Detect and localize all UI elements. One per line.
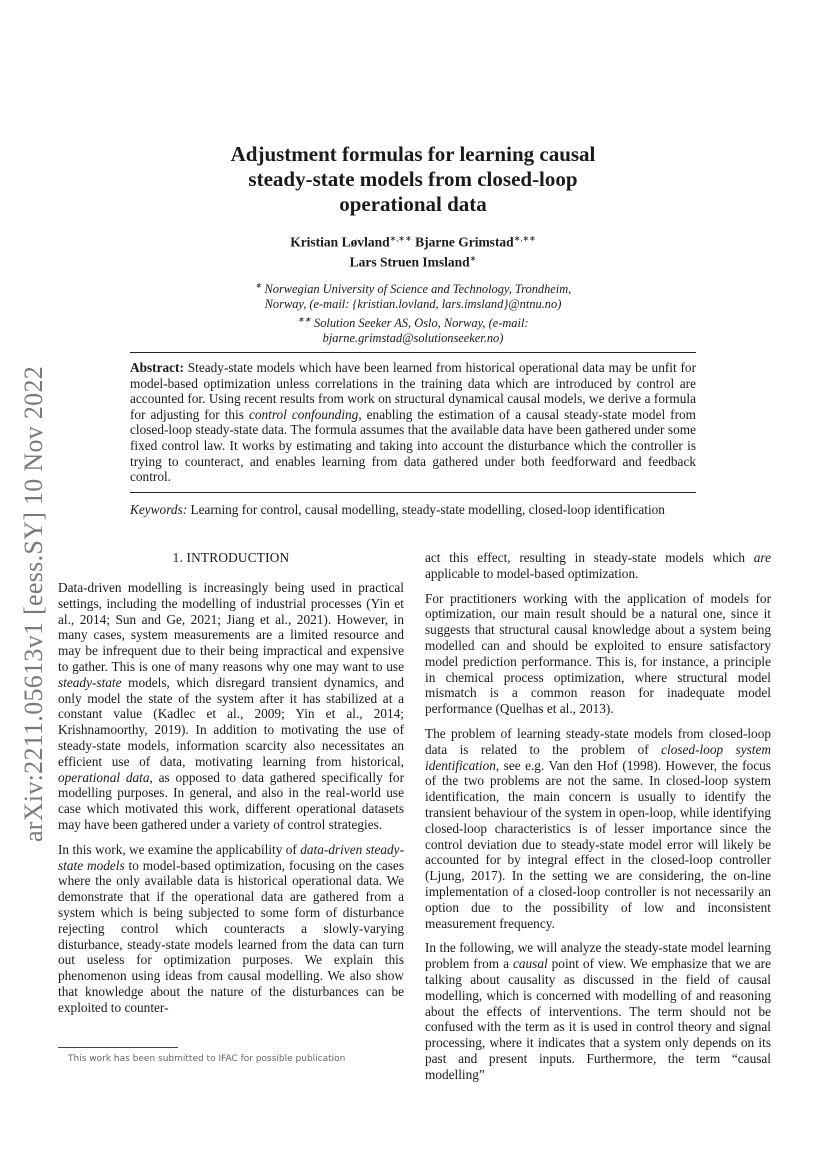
left-column [58, 550, 404, 1025]
affiliation-line: bjarne.grimstad@solutionseeker.no) [322, 331, 504, 346]
paragraph: In the following, we will analyze the steady-state model learning problem from a causal point of view. We emphasize that we are talking about causality as discussed in the field of causal modelling, which is concerned with modelling of and reasoning about the effects of interventions. The term should not be confused with the term as it is used in control theory and signal processing, where it indicates that a system only depends on its past and present inputs. Furthermore, the term “causal modelling” [425, 940, 771, 1082]
abstract-top-rule [130, 352, 696, 353]
author-affil-mark: ∗ [469, 253, 477, 263]
footnote-rule [58, 1047, 178, 1048]
emphasis: steady-state [58, 674, 122, 690]
author-name: Kristian Løvland [290, 234, 390, 250]
paragraph: For practitioners working with the application of models for optimization, our main result should be a natural one, since it suggests that structural causal knowledge about a system being modelled can and should be exploited to ensure satisfactory model prediction performance. This is, for instance, a principle in chemical process optimization, where structural model mismatch is a common reason for inadequate model performance (Quelhas et al., 2013). [425, 590, 771, 717]
paper-title [140, 142, 686, 217]
title-line: steady-state models from closed-loop [248, 167, 578, 191]
title-line: operational data [339, 192, 487, 216]
emphasis: are [753, 550, 771, 565]
title-line: Adjustment formulas for learning causal [230, 142, 596, 166]
paragraph: Data-driven modelling is increasingly being used in practical settings, including the modelling of industrial processes (Yin et al., 2014; Sun and Ge, 2021; Jiang et al., 2021). However, in many cases, system measurements are a limited resource and may be infrequent due to their being impractical and expensive to gather. This is one of many reasons why one may want to use steady-state models, which disregard transient dynamics, and only model the state of the system after it has stabilized at a constant value (Kadlec et al., 2009; Yin et al., 2014; Krishnamoorthy, 2019). In addition to motivating the use of steady-state models, information scarcity also necessitates an efficient use of data, motivating learning from historical, operational data, as opposed to data gathered specifically for modelling purposes. In general, and also in the real-world use case which motivated this work, different operational datasets may have been gathered under a variety of control strategies. [58, 580, 404, 832]
abstract-bottom-rule [130, 492, 696, 493]
affiliation-line: ∗∗ Solution Seeker AS, Oslo, Norway, (e-mail: [297, 315, 529, 331]
emphasis: causal [512, 956, 548, 972]
arxiv-stamp [12, 318, 56, 890]
abstract-text: , enabling the estimation of a causal steady-state model from closed-loop steady-state data. The formula assumes that the available data have been gathered under some fixed control law. It works by estimating and taking into account the disturbance which the controller is trying to counteract, and enables learning from data gathered under both feedforward and feedback control. [130, 406, 697, 485]
author-affil-mark: ∗,∗∗ [513, 234, 536, 243]
author-line-1 [140, 231, 686, 251]
paragraph: In this work, we examine the applicability of data-driven steady-state models to model-based optimization, focusing on the cases where the only available data is historical operational data. We demonstrate that if the operational data are gathered from a system which is being subjected to some form of disturbance rejecting control which counteracts a slowly-varying disturbance, steady-state models learned from the data can turn out useless for optimization purposes. We explain this phenomenon using ideas from causal modelling. We also show that knowledge about the nature of the disturbances can be exploited to counter- [58, 841, 405, 1015]
affiliation-line: Norway, (e-mail: {kristian.lovland, lars.imsland}@ntnu.no) [264, 297, 562, 312]
keywords-label: Keywords: [130, 502, 188, 517]
right-column [425, 550, 771, 1092]
author-name: Bjarne Grimstad [415, 234, 514, 250]
keywords [130, 502, 696, 518]
section-heading: 1. INTRODUCTION [172, 550, 290, 565]
author-line-2 [140, 251, 686, 271]
emphasis: data-driven steady-state models [58, 841, 405, 873]
paragraph: The problem of learning steady-state models from closed-loop data is related to the problem of closed-loop system identification, see e.g. Van den Hof (1998). However, the focus of the two problems are not the same. In closed-loop system identification, the main concern is usually to identify the transient behaviour of the system in open-loop, while identifying closed-loop characteristics is of lesser importance since the control deviation due to steady-state model error will likely be accounted for by integral effect in the closed-loop controller (Ljung, 2017). In the setting we are considering, the on-line implementation of a closed-loop controller is not necessarily an option due to the possibility of low and inconsistent measurement frequency. [425, 725, 771, 931]
emphasis: operational data [58, 769, 150, 785]
affil-mark: ∗∗ [297, 315, 311, 325]
author-list [140, 231, 686, 270]
abstract [130, 360, 696, 485]
author-affil-mark: ∗,∗∗ [389, 234, 412, 243]
affiliation-line: ∗ Norwegian University of Science and Technology, Trondheim, [254, 281, 572, 297]
footnote: This work has been submitted to IFAC for possible publication [68, 1054, 346, 1064]
abstract-emphasis: control confounding [248, 406, 359, 422]
emphasis: closed-loop system identification [425, 741, 771, 773]
keywords-text: Learning for control, causal modelling, steady-state modelling, closed-loop identification [190, 502, 665, 517]
author-name: Lars Struen Imsland [349, 254, 470, 269]
abstract-label: Abstract: [130, 360, 184, 375]
affiliations [140, 278, 686, 346]
arxiv-identifier: arXiv:2211.05613v1 [eess.SY] 10 Nov 2022 [19, 365, 49, 843]
paragraph: act this effect, resulting in steady-state models which are applicable to model-based optimization. [425, 550, 771, 581]
abstract-text: Steady-state models which have been learned from historical operational data may be unfit for model-based optimization unless correlations in the training data which are introduced by control are accounted for. Using recent results from work on structural dynamical causal models, we derive a formula for adjusting for this [130, 360, 696, 422]
affil-mark: ∗ [254, 281, 262, 290]
